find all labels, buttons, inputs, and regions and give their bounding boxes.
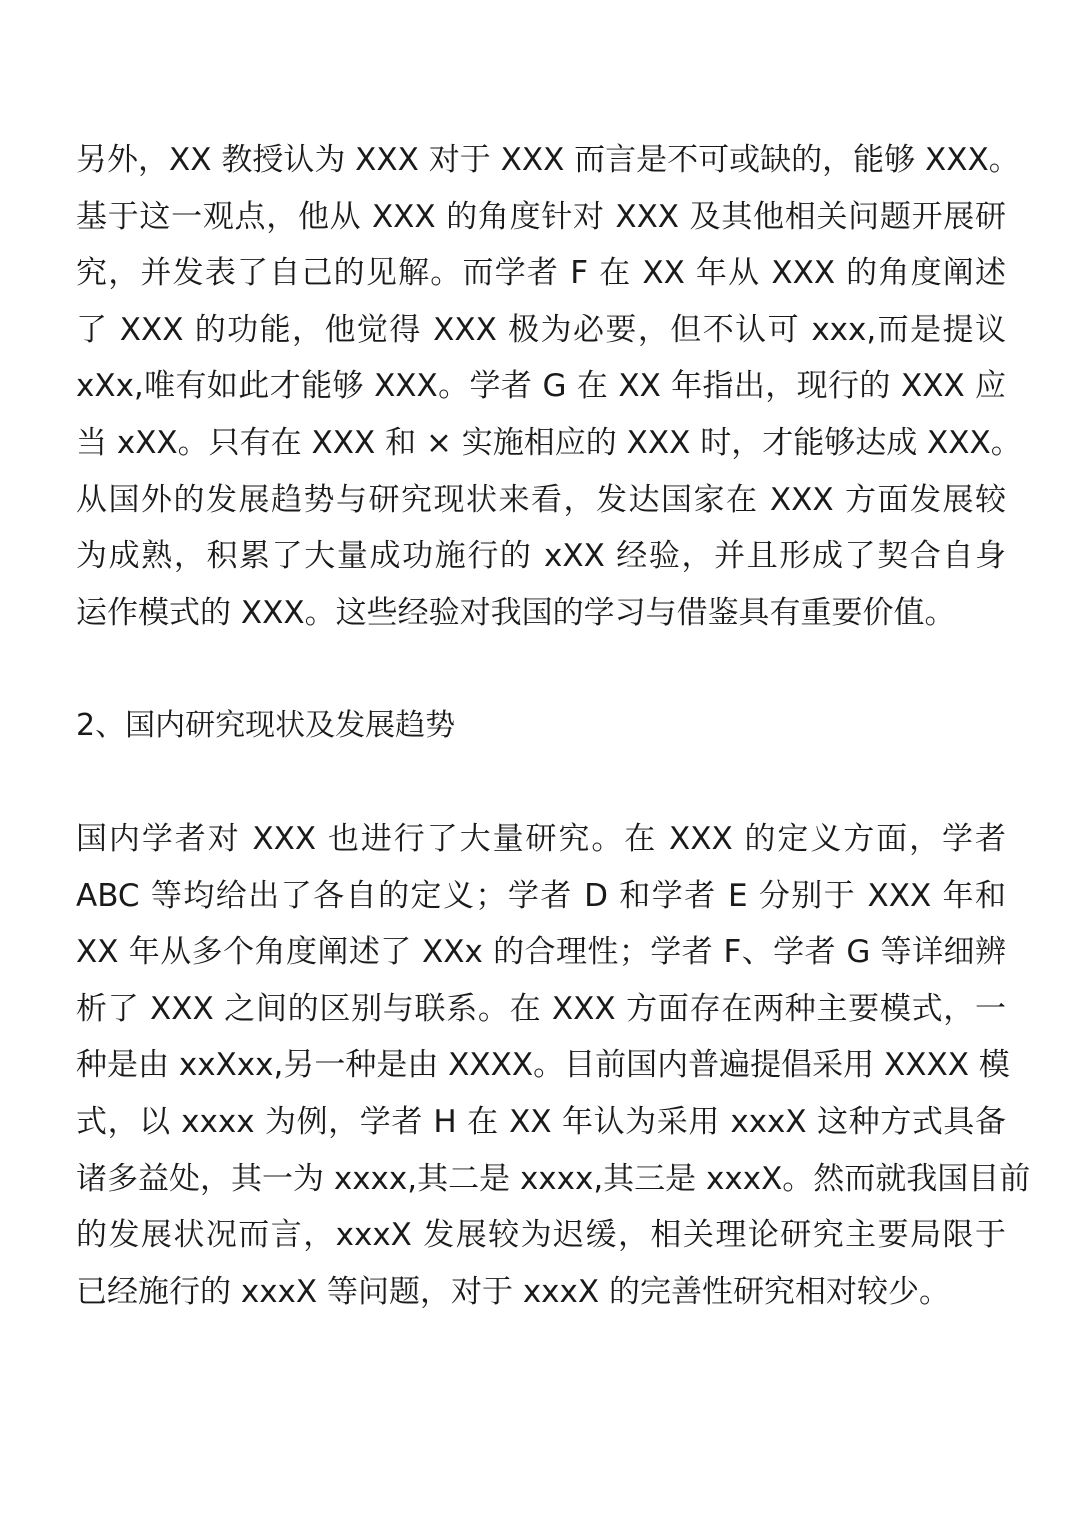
text-line: ABC 等均给出了各自的定义；学者 D 和学者 E 分别于 XXX 年和 [76, 877, 1006, 914]
text-line: 运作模式的 XXX。这些经验对我国的学习与借鉴具有重要价值。 [76, 594, 956, 631]
text-line: 另外，XX 教授认为 XXX 对于 XXX 而言是不可或缺的，能够 XXX。 [76, 142, 1020, 178]
text-line: 析了 XXX 之间的区别与联系。在 XXX 方面存在两种主要模式，一 [76, 990, 1006, 1027]
text-line: 基于这一观点，他从 XXX 的角度针对 XXX 及其他相关问题开展研 [76, 198, 1006, 235]
text-line: 已经施行的 xxxX 等问题，对于 xxxX 的完善性研究相对较少。 [76, 1273, 950, 1310]
text-line: 究，并发表了自己的见解。而学者 F 在 XX 年从 XXX 的角度阐述 [76, 255, 1006, 292]
text-line: 种是由 xxXxx,另一种是由 XXXX。目前国内普遍提倡采用 XXXX 模 [76, 1047, 1010, 1084]
text-line: 了 XXX 的功能，他觉得 XXX 极为必要，但不认可 xxx,而是提议 [76, 311, 1006, 348]
text-line: 式，以 xxxx 为例，学者 H 在 XX 年认为采用 xxxX 这种方式具备 [76, 1103, 1006, 1140]
text-line: 为成熟，积累了大量成功施行的 xXX 经验，并且形成了契合自身 [76, 538, 1006, 575]
paragraph-foreign-research [76, 132, 1022, 641]
text-line: XX 年从多个角度阐述了 XXx 的合理性；学者 F、学者 G 等详细辨 [76, 934, 1006, 971]
text-line: 当 xXX。只有在 XXX 和 × 实施相应的 XXX 时，才能够达成 XXX。 [76, 424, 1022, 461]
paragraph-domestic-research [76, 811, 1031, 1320]
text-line: 国内学者对 XXX 也进行了大量研究。在 XXX 的定义方面，学者 [76, 821, 1006, 857]
text-line: 诸多益处，其一为 xxxx,其二是 xxxx,其三是 xxxX。然而就我国目前 [76, 1160, 1031, 1197]
text-line: xXx,唯有如此才能够 XXX。学者 G 在 XX 年指出，现行的 XXX 应 [76, 368, 1006, 405]
section-heading: 2、国内研究现状及发展趋势 [76, 708, 456, 743]
text-line: 从国外的发展趋势与研究现状来看，发达国家在 XXX 方面发展较 [76, 481, 1006, 518]
text-line: 的发展状况而言，xxxX 发展较为迟缓，相关理论研究主要局限于 [76, 1217, 1006, 1254]
